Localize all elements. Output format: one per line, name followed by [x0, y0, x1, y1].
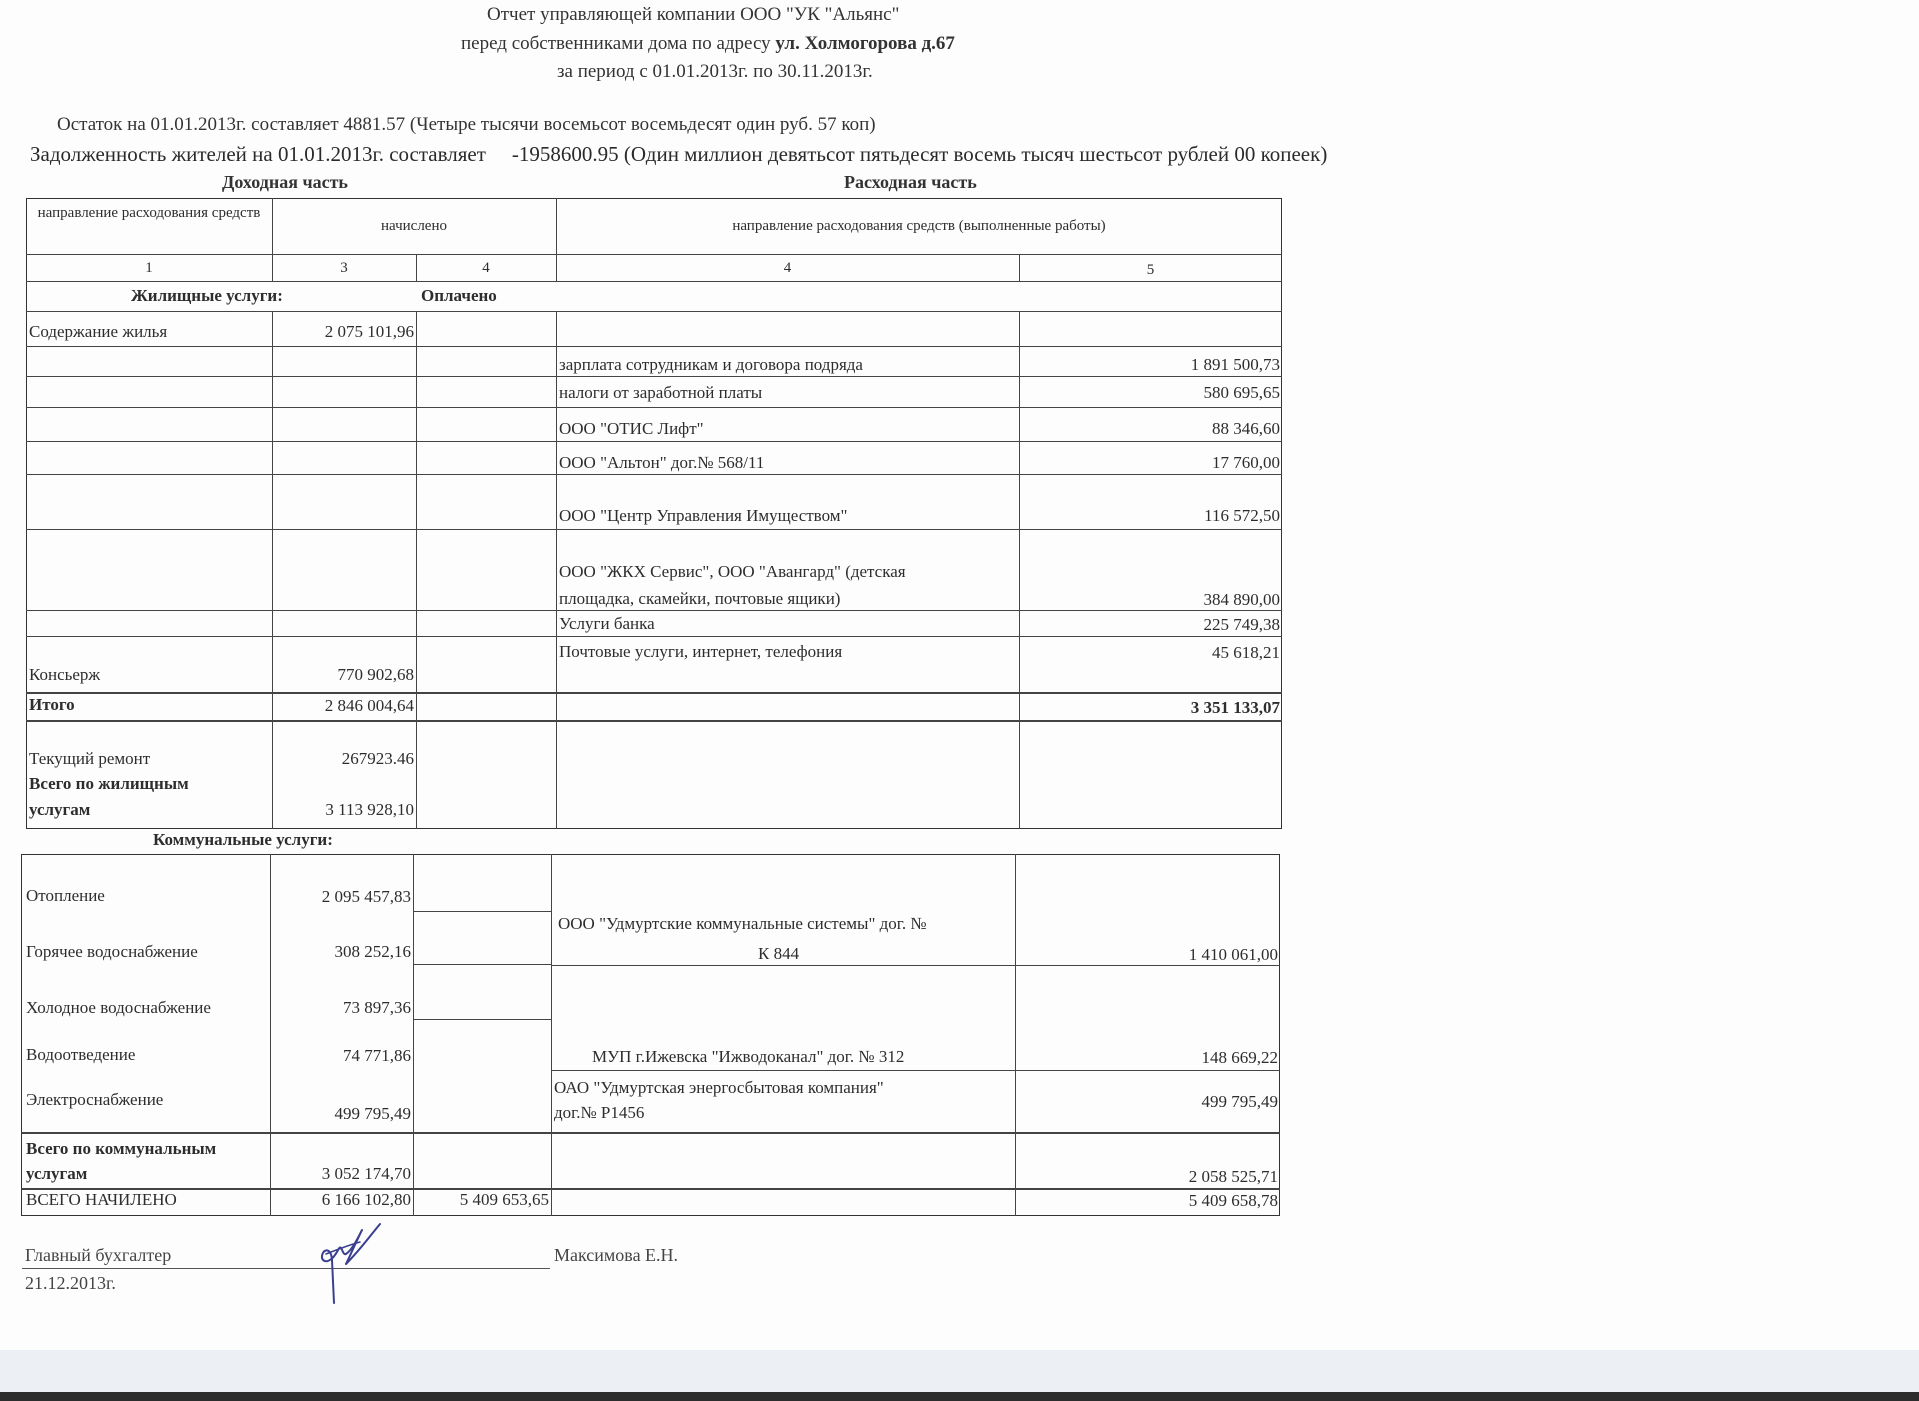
- col-number-5: 5: [1146, 262, 1155, 278]
- expense-value-5: 116 572,50: [1204, 506, 1280, 525]
- grid-line: [551, 1070, 1280, 1071]
- expense-name-5: ООО "Центр Управления Имуществом": [559, 506, 848, 525]
- concierge-label: Консьерж: [29, 665, 101, 684]
- utilities-all-label-1: Всего по коммунальным: [26, 1139, 217, 1158]
- grid-line: [26, 311, 1282, 312]
- report-subtitle: [461, 33, 955, 55]
- grid-line: [272, 311, 273, 829]
- expense-value-2: 580 695,65: [1203, 383, 1280, 402]
- expense-name-4: ООО "Альтон" дог.№ 568/11: [559, 453, 765, 472]
- subtitle-prefix: перед собственниками дома по адресу: [461, 33, 771, 54]
- grid-line: [26, 474, 1282, 475]
- supplier3-value: 499 795,49: [1201, 1092, 1278, 1111]
- housing-all-label-1: Всего по жилищным: [29, 774, 189, 793]
- expense-value-8: 45 618,21: [1212, 643, 1280, 662]
- expense-name-8: Почтовые услуги, интернет, телефония: [559, 642, 843, 661]
- grid-line: [1019, 311, 1020, 829]
- grid-line: [26, 692, 1282, 694]
- supplier2-name: МУП г.Ижевска "Ижводоканал" дог. № 312: [592, 1047, 905, 1066]
- residents-debt: [30, 142, 1327, 167]
- supplier1-value: 1 410 061,00: [1188, 945, 1278, 964]
- grid-line: [26, 376, 1282, 377]
- supplier1-line2: К 844: [758, 944, 800, 963]
- opening-balance: Остаток на 01.01.2013г. составляет 4881.57 (Четыре тысячи восемьсот восемьдесят один руб. 57 коп): [57, 114, 876, 135]
- grid-line: [556, 254, 557, 281]
- housing-all-label-2: услугам: [29, 800, 91, 819]
- grid-line: [26, 610, 1282, 611]
- cold-water-label: Холодное водоснабжение: [26, 998, 211, 1017]
- grid-line: [556, 198, 557, 254]
- heating-value: 2 095 457,83: [321, 887, 411, 906]
- report-date: 21.12.2013г.: [25, 1273, 116, 1293]
- grid-line: [556, 311, 557, 829]
- grid-line: [26, 636, 1282, 637]
- utilities-heading: Коммунальные услуги:: [153, 830, 333, 849]
- grid-line: [413, 1019, 551, 1020]
- utilities-all-income: 3 052 174,70: [321, 1164, 411, 1183]
- supplier3-line1: ОАО "Удмуртская энергосбытовая компания": [554, 1078, 884, 1097]
- electricity-value: 499 795,49: [334, 1104, 411, 1123]
- expense-value-6: 384 890,00: [1203, 590, 1280, 609]
- total-expense: 3 351 133,07: [1190, 698, 1280, 717]
- col-number-3: 3: [340, 260, 348, 276]
- supplier3-line2: дог.№ Р1456: [554, 1103, 645, 1122]
- report-title: Отчет управляющей компании ООО "УК "Альянс": [487, 4, 900, 25]
- expense-value-7: 225 749,38: [1203, 615, 1280, 634]
- grid-line: [413, 911, 551, 912]
- electricity-label: Электроснабжение: [26, 1090, 164, 1109]
- col-number-4a: 4: [482, 260, 490, 276]
- grid-line: [26, 529, 1282, 530]
- supplier1-line1: ООО "Удмуртские коммунальные системы" дог. №: [558, 914, 927, 933]
- grid-line: [270, 854, 271, 1216]
- drainage-value: 74 771,86: [343, 1046, 411, 1065]
- scan-edge: [0, 1392, 1919, 1401]
- expense-section-title: Расходная часть: [844, 172, 977, 192]
- expense-name-1: зарплата сотрудникам и договора подряда: [559, 355, 863, 374]
- col-header-accrued: начислено: [381, 218, 447, 234]
- grid-line: [26, 441, 1282, 442]
- repair-label: Текущий ремонт: [29, 749, 151, 768]
- expense-name-6a: ООО "ЖКХ Сервис", ООО "Авангард" (детская: [559, 562, 906, 581]
- grid-line: [26, 254, 1282, 255]
- col-header-works: направление расходования средств (выполненные работы): [732, 218, 1106, 234]
- cold-water-value: 73 897,36: [343, 998, 411, 1017]
- debt-amount: -1958600.95 (Один миллион девятьсот пятьдесят восемь тысяч шестьсот рублей 00 копеек): [511, 142, 1328, 166]
- maintenance-label: Содержание жилья: [29, 322, 168, 341]
- expense-name-3: ООО "ОТИС Лифт": [559, 419, 704, 438]
- heating-label: Отопление: [26, 886, 105, 905]
- grid-line: [416, 254, 417, 281]
- grid-line: [551, 854, 552, 1216]
- grand-total-spent: 5 409 658,78: [1188, 1191, 1278, 1210]
- grid-line: [21, 1132, 1280, 1134]
- utilities-table: [21, 854, 1280, 1216]
- grid-line: [26, 281, 1282, 282]
- utilities-all-expense: 2 058 525,71: [1188, 1167, 1278, 1186]
- col-number-1: 1: [145, 260, 153, 276]
- grand-total-paid: 5 409 653,65: [459, 1190, 549, 1209]
- drainage-label: Водоотведение: [26, 1045, 136, 1064]
- grid-line: [272, 198, 273, 254]
- hot-water-value: 308 252,16: [334, 942, 411, 961]
- paid-heading: Оплачено: [421, 286, 497, 305]
- accountant-name: Максимова Е.Н.: [554, 1245, 679, 1265]
- grid-line: [1019, 254, 1020, 281]
- col-number-4b: 4: [783, 260, 792, 276]
- income-section-title: Доходная часть: [222, 172, 348, 192]
- expense-value-4: 17 760,00: [1212, 453, 1280, 472]
- hot-water-label: Горячее водоснабжение: [26, 942, 198, 961]
- signature-image: [316, 1220, 396, 1305]
- debt-label: Задолженность жителей на 01.01.2013г. составляет: [30, 142, 486, 166]
- housing-heading: Жилищные услуги:: [131, 286, 283, 305]
- total-label: Итого: [29, 695, 75, 714]
- grand-total-label: ВСЕГО НАЧИЛЕНО: [26, 1190, 177, 1209]
- utilities-all-label-2: услугам: [26, 1164, 88, 1183]
- maintenance-value: 2 075 101,96: [324, 322, 414, 341]
- grid-line: [1015, 854, 1016, 1216]
- grid-line: [413, 964, 551, 965]
- repair-value: 267923.46: [341, 749, 414, 768]
- expense-value-1: 1 891 500,73: [1190, 355, 1280, 374]
- grid-line: [26, 720, 1282, 722]
- expense-name-6b: площадка, скамейки, почтовые ящики): [559, 589, 841, 608]
- expense-name-7: Услуги банка: [559, 614, 655, 633]
- grand-total-accrued: 6 166 102,80: [321, 1190, 411, 1209]
- housing-all-value: 3 113 928,10: [325, 800, 414, 819]
- grid-line: [551, 965, 1280, 966]
- grid-line: [272, 254, 273, 281]
- house-address: ул. Холмогорова д.67: [775, 33, 955, 54]
- supplier2-value: 148 669,22: [1201, 1048, 1278, 1067]
- grid-line: [26, 346, 1282, 347]
- report-period: за период с 01.01.2013г. по 30.11.2013г.: [557, 61, 873, 82]
- grid-line: [21, 1188, 1280, 1190]
- signature-line: [22, 1268, 550, 1269]
- grid-line: [26, 407, 1282, 408]
- expense-value-3: 88 346,60: [1212, 419, 1280, 438]
- accountant-role: Главный бухгалтер: [25, 1245, 172, 1265]
- col-header-direction: направление расходования средств: [37, 205, 261, 221]
- concierge-value: 770 902,68: [337, 665, 414, 684]
- total-income: 2 846 004,64: [324, 696, 414, 715]
- expense-name-2: налоги от заработной платы: [559, 383, 763, 402]
- grid-line: [416, 311, 417, 829]
- grid-line: [413, 854, 414, 1216]
